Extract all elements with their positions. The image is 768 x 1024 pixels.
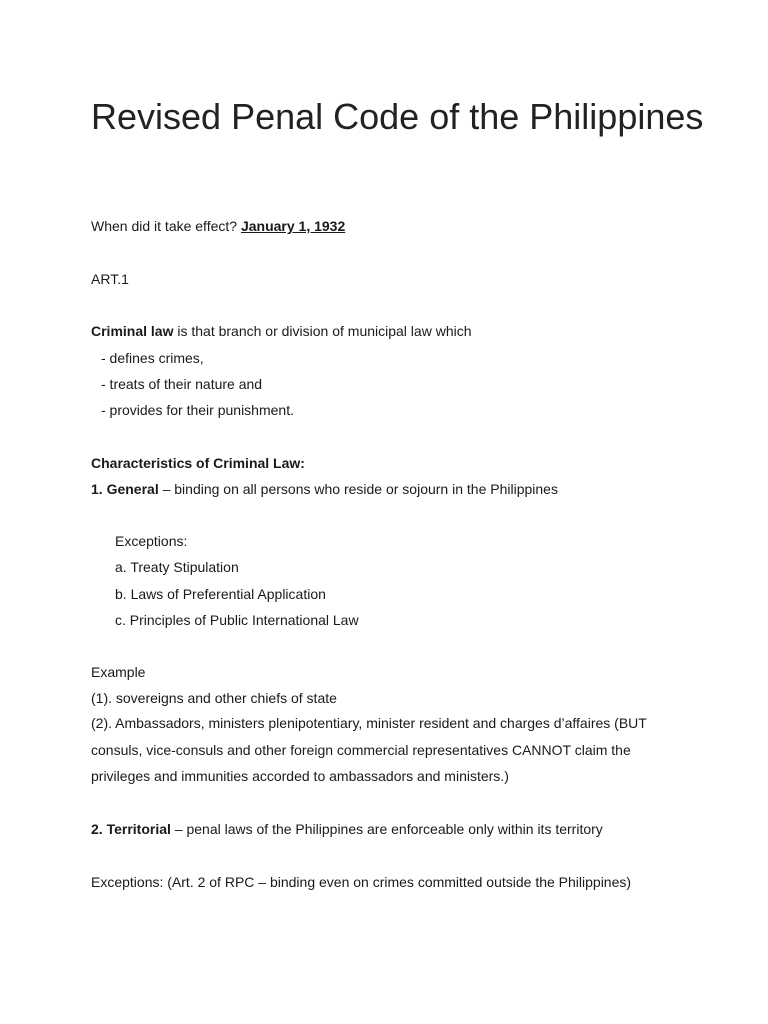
criminal-law-definition-text: is that branch or division of municipal law which: [177, 323, 472, 339]
territorial-characteristic: [91, 820, 603, 838]
exception-item: a. Treaty Stipulation: [115, 559, 239, 575]
territorial-exceptions: Exceptions: (Art. 2 of RPC – binding even on crimes committed outside the Philippines): [91, 874, 632, 890]
example-item-1: (1). sovereigns and other chiefs of state: [91, 690, 337, 706]
criminal-law-definition: [91, 322, 472, 340]
exception-item: b. Laws of Preferential Application: [115, 586, 326, 602]
general-label: 1. General: [91, 481, 159, 497]
example-item-2: (2). Ambassadors, ministers plenipotentiary, minister resident and charges d’affaires (BUT consuls, vice-consuls and other foreign commercial representatives CANNOT claim the privileges and immunities accorded to ambassadors and ministers.): [91, 715, 647, 784]
characteristics-heading-text: Characteristics of Criminal Law:: [91, 455, 305, 471]
example-heading: Example: [91, 664, 146, 680]
effect-question: When did it take effect?: [91, 218, 238, 234]
criminal-law-item: - provides for their punishment.: [101, 402, 294, 418]
criminal-law-term: Criminal law: [91, 323, 174, 339]
effect-line: [91, 217, 345, 235]
general-characteristic: [91, 480, 558, 498]
territorial-text: – penal laws of the Philippines are enforceable only within its territory: [174, 821, 603, 837]
document-title: Revised Penal Code of the Philippines: [91, 96, 704, 137]
territorial-label: 2. Territorial: [91, 821, 171, 837]
effect-date: January 1, 1932: [240, 218, 346, 234]
exceptions-heading: Exceptions:: [115, 533, 188, 549]
article-label: ART.1: [91, 271, 129, 287]
general-text: – binding on all persons who reside or sojourn in the Philippines: [162, 481, 558, 497]
characteristics-heading: [91, 454, 305, 472]
criminal-law-item: - treats of their nature and: [101, 376, 263, 392]
criminal-law-item: - defines crimes,: [101, 350, 204, 366]
exception-item: c. Principles of Public International Law: [115, 612, 359, 628]
